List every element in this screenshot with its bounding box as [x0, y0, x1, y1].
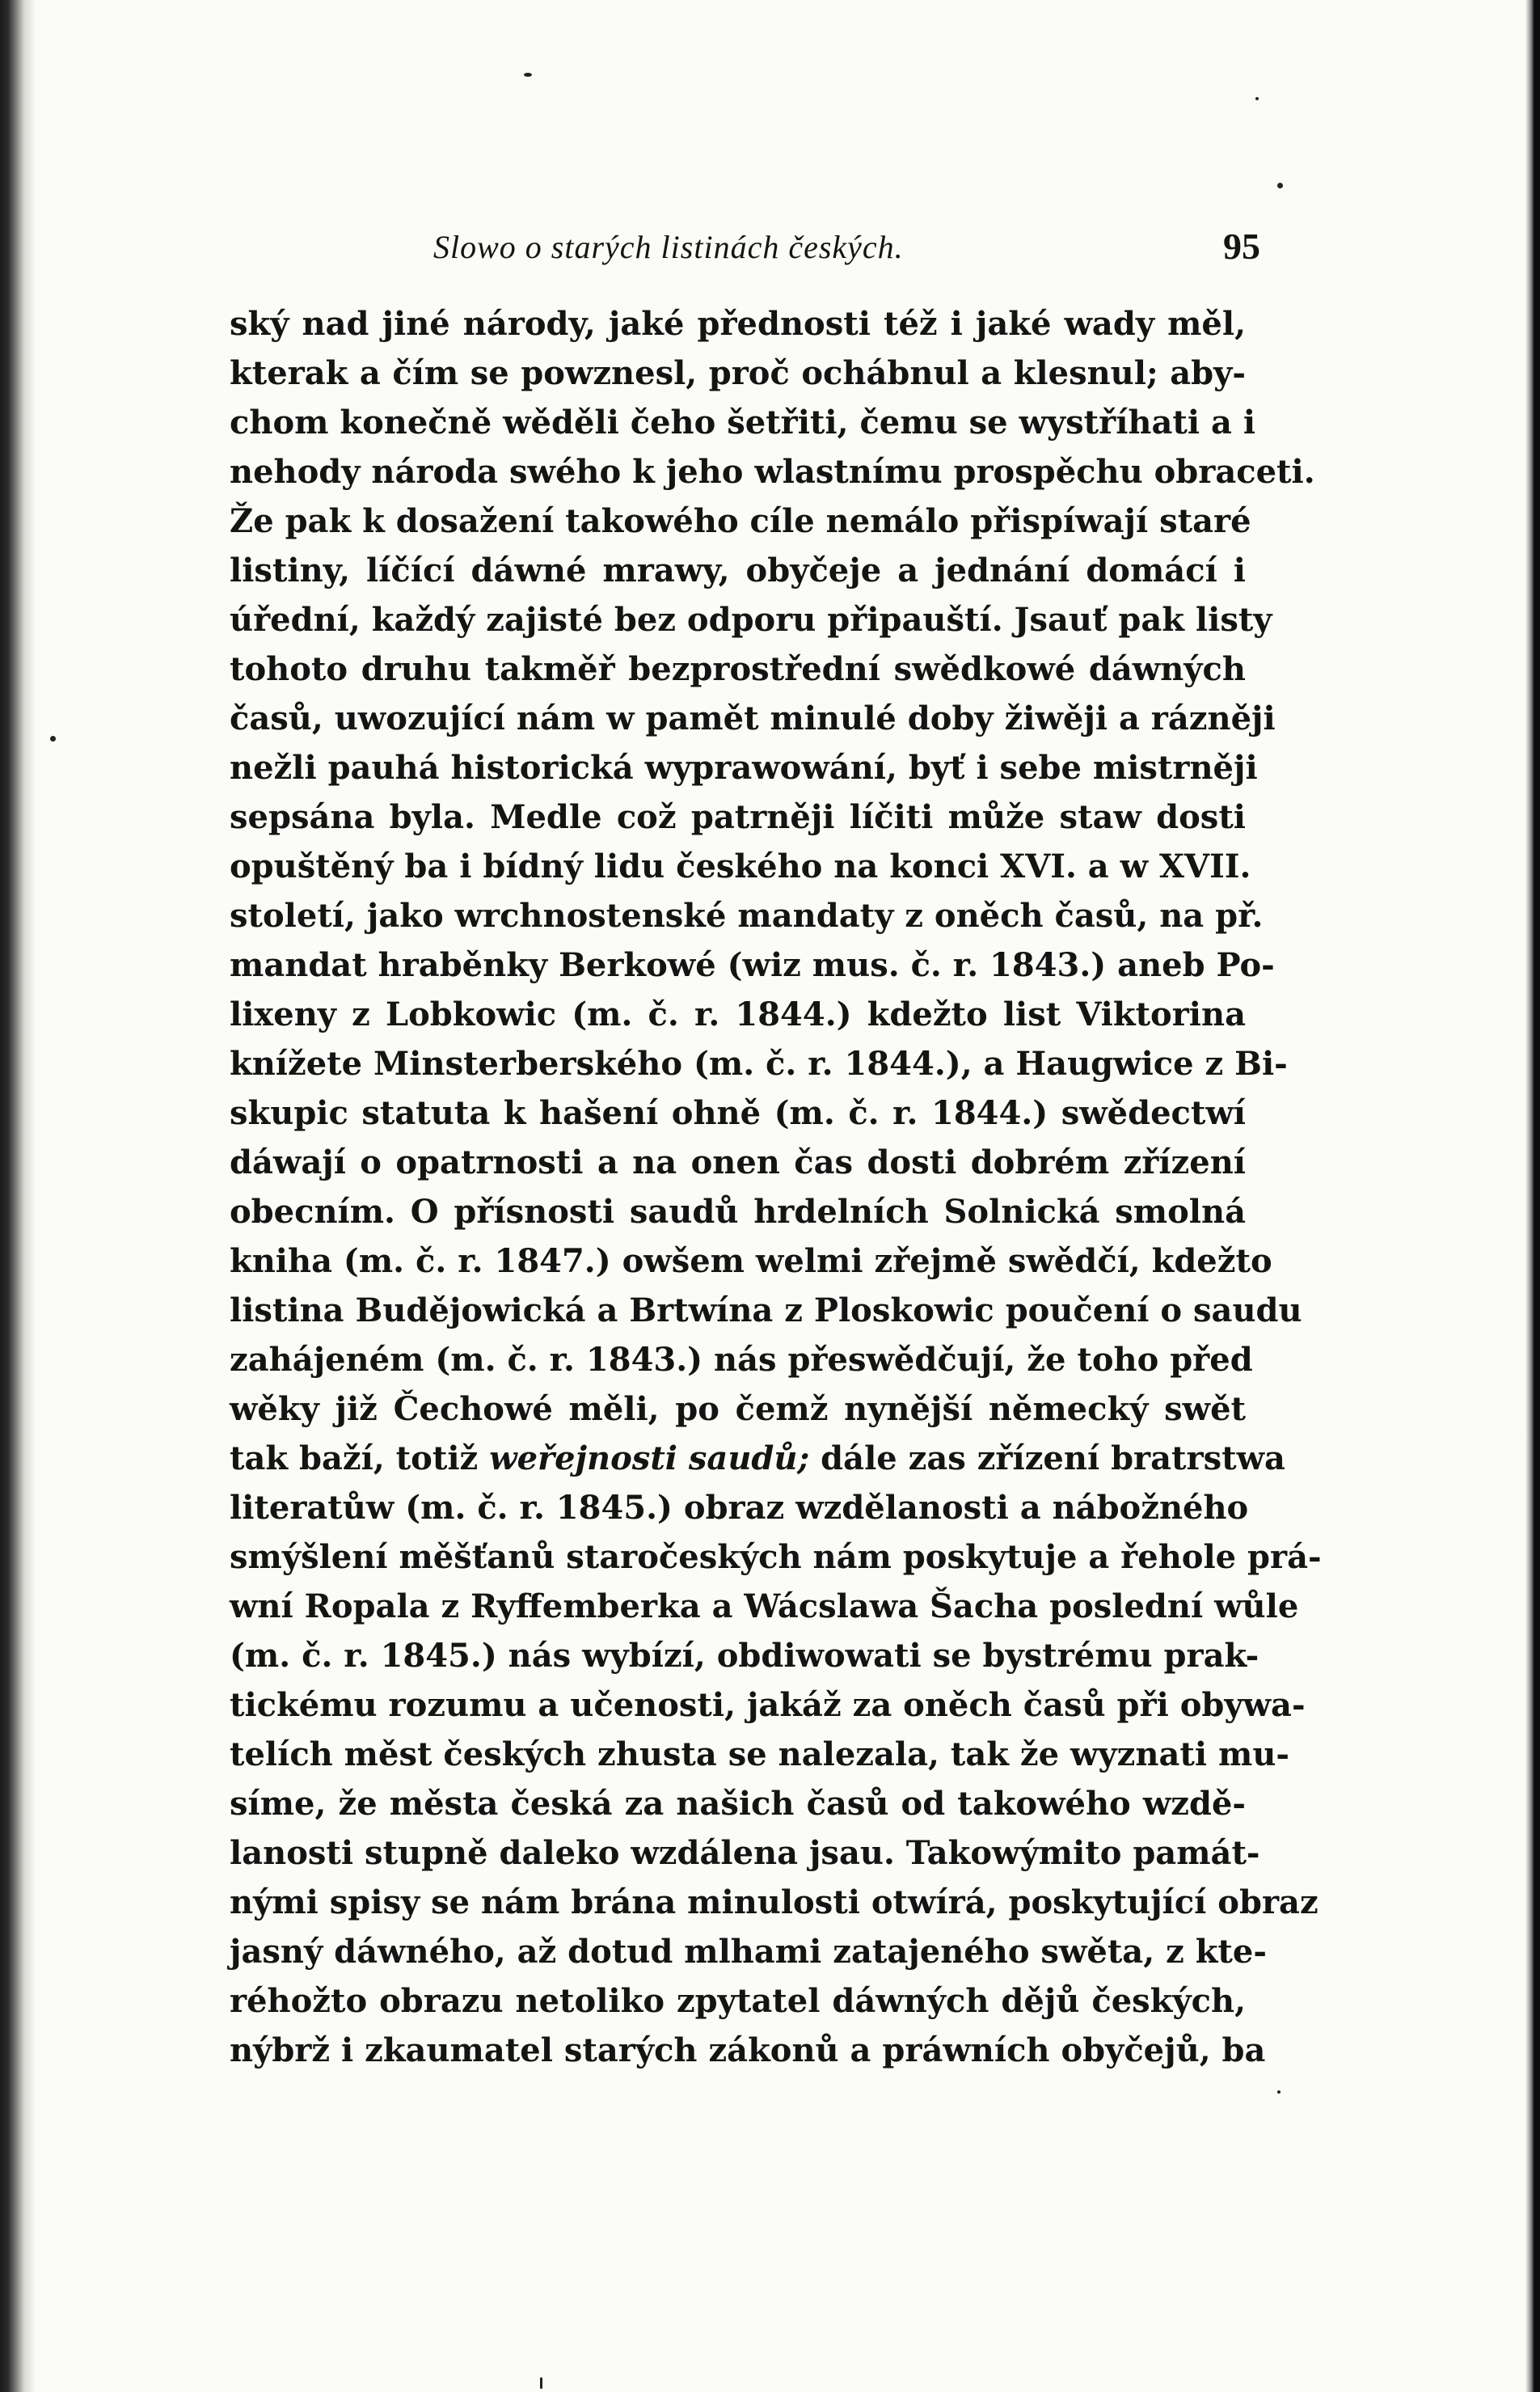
text-line: (m. č. r. 1845.) nás wybízí, obdiwowati se bystrému prak- — [230, 1637, 1259, 1675]
text-line: časů, uwozující nám w pamět minulé doby žiwěji a rázněji — [230, 699, 1276, 737]
text-line: smýšlení měšťanů staročeských nám poskytuje a řehole prá- — [230, 1538, 1322, 1576]
scan-speck — [1277, 2090, 1281, 2094]
text-line: listiny, líčící dáwné mrawy, obyčeje a jednání domácí i — [230, 552, 1246, 590]
text-line: síme, že města česká za našich časů od takowého wzdě- — [230, 1785, 1246, 1823]
scan-left-edge — [0, 0, 36, 2392]
text-line: nýbrž i zkaumatel starých zákonů a práwních obyčejů, ba — [230, 2031, 1266, 2069]
text-line: lanosti stupně daleko wzdálena jsau. Takowýmito památ- — [230, 1834, 1260, 1872]
scan-speck — [524, 73, 532, 77]
text-line: listina Budějowická a Brtwína z Ploskowic poučení o saudu — [230, 1291, 1302, 1329]
text-line-segment: dále zas zřízení bratrstwa — [809, 1439, 1285, 1477]
text-line: réhožto obrazu netoliko zpytatel dáwných dějů českých, — [230, 1982, 1246, 2020]
scan-speck — [50, 736, 56, 742]
text-line: telích měst českých zhusta se nalezala, tak že wyznati mu- — [230, 1735, 1289, 1773]
text-line-with-emphasis — [230, 1434, 1285, 1483]
text-line: skupic statuta k hašení ohně (m. č. r. 1844.) swědectwí — [230, 1094, 1246, 1132]
text-line: dáwají o opatrnosti a na onen čas dosti dobrém zřízení — [230, 1143, 1246, 1181]
text-line: chom konečně wěděli čeho šetřiti, čemu se wystříhati a i — [230, 404, 1256, 442]
running-title: Slowo o starých listinách českých. — [433, 229, 904, 265]
text-line: nými spisy se nám brána minulosti otwírá, poskytující obraz — [230, 1883, 1318, 1921]
text-line: ský nad jiné národy, jaké přednosti též i jaké wady měl, — [230, 305, 1246, 343]
text-line: Že pak k dosažení takowého cíle nemálo přispíwají staré — [230, 502, 1251, 540]
scan-speck — [540, 2377, 542, 2389]
text-line: úřední, každý zajisté bez odporu připauští. Jsauť pak listy — [230, 601, 1272, 639]
text-line: wní Ropala z Ryffemberka a Wácslawa Šacha poslední wůle — [230, 1587, 1299, 1625]
text-line: kterak a čím se powznesl, proč ochábnul a klesnul; aby- — [230, 354, 1246, 392]
text-line: literatůw (m. č. r. 1845.) obraz wzdělanosti a nábožného — [230, 1489, 1249, 1527]
text-line: tickému rozumu a učenosti, jakáž za oněch časů při obywa- — [230, 1686, 1306, 1724]
scan-speck — [1277, 183, 1283, 188]
text-line: kniha (m. č. r. 1847.) owšem welmi zřejmě swědčí, kdežto — [230, 1242, 1272, 1280]
text-line: nežli pauhá historická wyprawowání, byť i sebe mistrněji — [230, 749, 1258, 787]
text-line: knížete Minsterberského (m. č. r. 1844.), a Haugwice z Bi- — [230, 1045, 1288, 1083]
page-number: 95 — [1223, 226, 1260, 267]
text-line: století, jako wrchnostenské mandaty z oněch časů, na př. — [230, 897, 1264, 935]
scan-speck — [1255, 97, 1259, 100]
text-line: tohoto druhu takměř bezprostřední swědkowé dáwných — [230, 650, 1246, 688]
text-line: mandat hraběnky Berkowé (wiz mus. č. r. 1843.) aneb Po- — [230, 946, 1275, 984]
running-header — [243, 225, 1260, 277]
body-text — [230, 299, 1322, 2075]
text-line-segment: tak baží, totiž — [230, 1439, 490, 1477]
text-line: lixeny z Lobkowic (m. č. r. 1844.) kdežto list Viktorina — [230, 995, 1246, 1033]
text-line: zahájeném (m. č. r. 1843.) nás přeswědčují, že toho před — [230, 1341, 1253, 1379]
scan-right-edge — [1525, 0, 1540, 2392]
text-line: obecním. O přísnosti saudů hrdelních Solnická smolná — [230, 1193, 1246, 1231]
text-line: wěky již Čechowé měli, po čemž nynější německý swět — [230, 1390, 1246, 1428]
emphasized-phrase: weřejnosti saudů; — [489, 1439, 810, 1477]
text-line: nehody národa swého k jeho wlastnímu prospěchu obraceti. — [230, 453, 1315, 491]
text-line: jasný dáwného, až dotud mlhami zatajeného swěta, z kte- — [230, 1933, 1267, 1971]
text-line: sepsána byla. Medle což patrněji líčiti může staw dosti — [230, 798, 1246, 836]
text-line: opuštěný ba i bídný lidu českého na konci XVI. a w XVII. — [230, 847, 1251, 885]
